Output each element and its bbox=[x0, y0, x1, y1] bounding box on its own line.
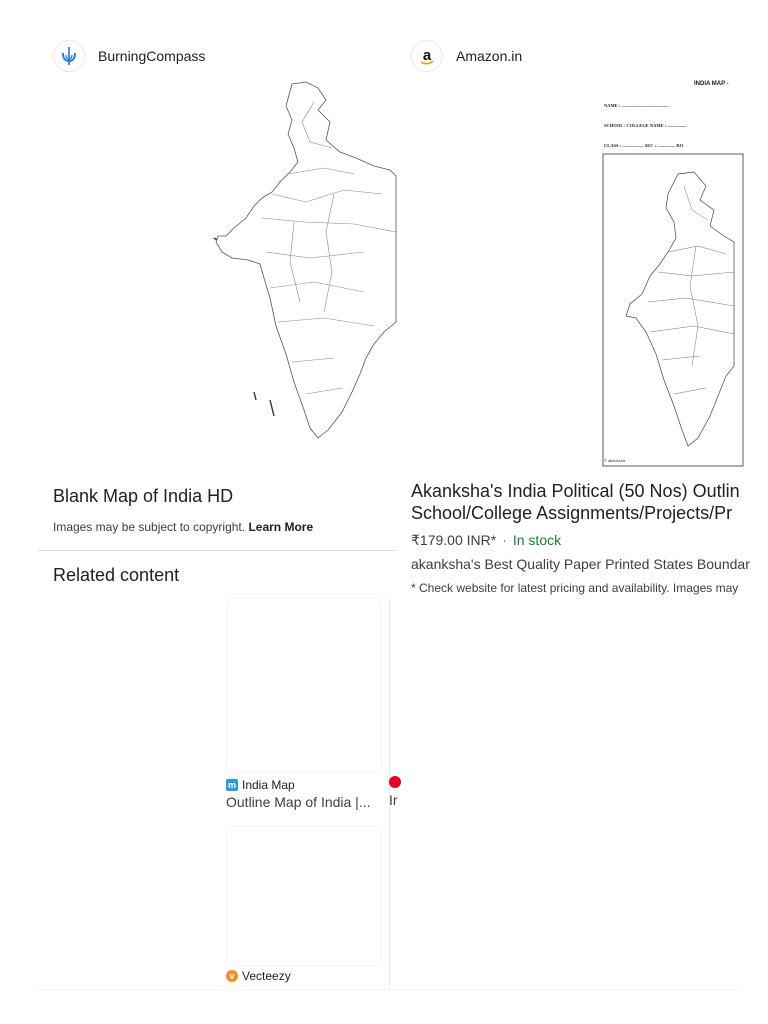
price-separator: · bbox=[502, 532, 507, 548]
section-divider bbox=[38, 550, 396, 551]
svg-text:a: a bbox=[422, 47, 432, 64]
amazon-logo-icon bbox=[411, 40, 443, 72]
related-card-source-name: India Map bbox=[242, 778, 295, 792]
product-description: akanksha's Best Quality Paper Printed States Boundar bbox=[411, 556, 750, 572]
india-political-map-worksheet-image[interactable] bbox=[602, 76, 734, 468]
price-row bbox=[411, 532, 561, 549]
related-card-image[interactable] bbox=[226, 598, 382, 772]
vecteezy-favicon-icon: v bbox=[226, 970, 238, 982]
india-map-outline-icon bbox=[214, 82, 396, 442]
worksheet-title: INDIA MAP - bbox=[694, 81, 729, 87]
left-result-panel bbox=[38, 0, 396, 990]
india-political-map-worksheet-icon bbox=[602, 76, 734, 468]
worksheet-name-field: NAME : .......................................... bbox=[604, 103, 669, 108]
right-title-line-2[interactable]: School/College Assignments/Projects/Pr bbox=[411, 503, 733, 523]
india-map-favicon-icon: m bbox=[227, 780, 236, 790]
right-source-row[interactable] bbox=[411, 40, 522, 72]
related-card-source[interactable] bbox=[226, 778, 295, 792]
india-map-outline-image[interactable] bbox=[214, 82, 396, 442]
copyright-text: Images may be subject to copyright. bbox=[53, 520, 246, 534]
related-card-source[interactable] bbox=[226, 969, 291, 983]
peek-card-title[interactable]: Ir bbox=[389, 792, 398, 808]
right-title-line-1[interactable]: Akanksha's India Political (50 Nos) Outlin bbox=[411, 481, 740, 501]
right-result-title[interactable] bbox=[411, 480, 740, 524]
learn-more-link[interactable]: Learn More bbox=[248, 520, 314, 534]
related-card-title[interactable]: Outline Map of India |... bbox=[226, 794, 371, 810]
left-source-row[interactable] bbox=[53, 40, 205, 72]
price-value: ₹179.00 INR* bbox=[411, 532, 497, 548]
related-card-image[interactable] bbox=[226, 826, 382, 966]
worksheet-footer: © akanksha bbox=[604, 458, 626, 463]
worksheet-school-field: SCHOOL / COLLEGE NAME : ................. bbox=[604, 123, 687, 128]
left-result-title[interactable]: Blank Map of India HD bbox=[53, 486, 234, 506]
stock-status: In stock bbox=[512, 532, 562, 548]
bottom-divider bbox=[38, 989, 738, 990]
right-source-name[interactable]: Amazon.in bbox=[456, 48, 523, 64]
copyright-notice bbox=[53, 520, 313, 534]
right-result-panel bbox=[396, 0, 750, 990]
left-source-name[interactable]: BurningCompass bbox=[98, 48, 206, 64]
worksheet-class-field: CLASS : ................... SEC : ................ RO bbox=[604, 143, 684, 148]
pricing-disclaimer: * Check website for latest pricing and availability. Images may bbox=[411, 581, 739, 595]
related-card-source-name: Vecteezy bbox=[242, 969, 291, 983]
related-content-heading: Related content bbox=[53, 565, 180, 585]
compass-logo-icon bbox=[53, 40, 85, 72]
